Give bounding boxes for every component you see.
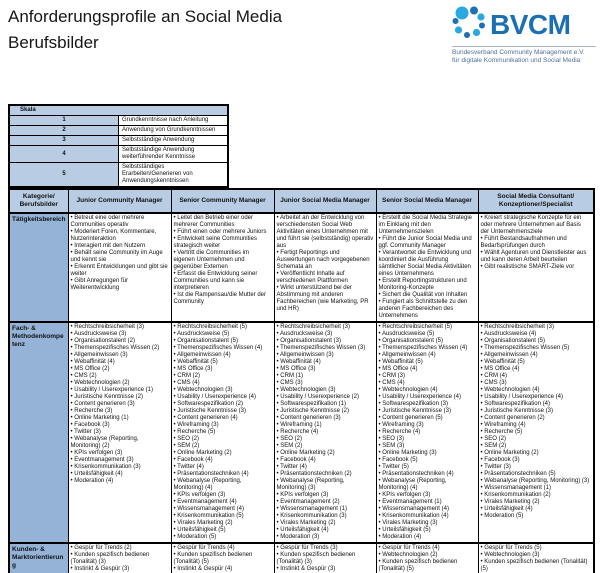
competency-item: • Führt die Junior Social Media und ggf. Community Manager	[379, 236, 476, 250]
profile-cell	[68, 213, 171, 322]
competency-item: • Kunden spezifisch bedienen (Tonalität) (5)	[174, 552, 272, 566]
competency-item: • Präsentationstechniken (2)	[277, 471, 374, 478]
competency-item: • Krisenkommunikation (3)	[277, 513, 374, 520]
competency-item: • Webanalyse (Reporting, Monitoring) (4)	[379, 478, 476, 492]
competency-item: • Facebook (3)	[71, 422, 169, 429]
column-header: Junior Community Manager	[68, 189, 171, 213]
skala-row	[9, 163, 228, 188]
competency-item: • MS Office (4)	[481, 366, 592, 373]
skala-label: Selbstständige Anwendung	[119, 136, 229, 146]
competency-item: • Themenspezifisches Wissen (2)	[71, 345, 169, 352]
competency-item: • Kunden spezifisch bedienen (Tonalität) (5)	[379, 559, 476, 573]
skala-label: Selbstständiges Erarbeiten/Generieren von Anwendungskenntnissen	[119, 163, 229, 188]
competency-item: • Gespür für Trends (5)	[481, 545, 592, 552]
competency-item: • Webtechnologien (2)	[71, 380, 169, 387]
competency-item: • Präsentationstechniken (4)	[379, 471, 476, 478]
profile-cell	[478, 213, 594, 322]
skala-row	[9, 146, 228, 163]
competency-item: • Sichert die Qualität von Inhalten	[379, 292, 476, 299]
competency-item: • Kunden spezifisch bedienen (Tonalität) (3)	[71, 552, 169, 566]
competency-item: • MS Office (2)	[71, 366, 169, 373]
competency-item: • Recherche (4)	[379, 429, 476, 436]
competency-item: • Eventmanagement (1)	[379, 499, 476, 506]
competency-item: • Wireframing (1)	[277, 422, 374, 429]
profile-cell	[376, 322, 478, 543]
competency-item: • Twitter (3)	[71, 429, 169, 436]
competency-item: • Webtechnologien (2)	[379, 552, 476, 559]
column-header: Junior Social Media Manager	[274, 189, 376, 213]
competency-item: • Facebook (4)	[174, 457, 272, 464]
competency-item: • Kunden spezifisch bedienen (Tonalität) (3)	[277, 552, 374, 566]
competency-item: • SEM (2)	[481, 443, 592, 450]
bvcm-logo-icon	[452, 5, 486, 44]
competency-item: • SEO (3)	[379, 436, 476, 443]
competency-item: • CRM (2)	[174, 373, 272, 380]
competency-item: • Twitter (4)	[174, 464, 272, 471]
competency-item: • Gibt Anregungen für Weiterentwicklung	[71, 278, 169, 292]
competency-item: • Allgemeinwissen (3)	[71, 352, 169, 359]
competency-item: • Eventmanagement (3)	[71, 457, 169, 464]
profile-cell	[68, 543, 171, 573]
competency-item: • Ausdrucksweise (4)	[481, 331, 592, 338]
competency-item: • Instinkt & Gespür (4)	[174, 566, 272, 573]
profile-cell	[376, 213, 478, 322]
competency-item: • Recherche (5)	[174, 429, 272, 436]
competency-item: • Virales Marketing (2)	[174, 520, 272, 527]
competency-item: • Veröffentlicht Inhalte auf verschiedenen Plattformen	[277, 271, 374, 285]
skala-row	[9, 136, 228, 146]
competency-item: • Wählt Agenturen und Dienstleister aus und kann deren Arbeit beurteilen	[481, 250, 592, 264]
competency-item: • Content generieren (4)	[174, 415, 272, 422]
column-header: Senior Social Media Manager	[376, 189, 478, 213]
profile-cell	[274, 322, 376, 543]
competency-item: • Urteilsfähigkeit (5)	[379, 527, 476, 534]
skala-level: 5	[9, 163, 119, 188]
skala-header: Skala	[9, 105, 228, 116]
competency-item: • Betreut eine oder mehrere Communities operativ	[71, 215, 169, 229]
profile-cell	[274, 213, 376, 322]
profile-cell	[68, 322, 171, 543]
competency-item: • CMS (4)	[379, 380, 476, 387]
competency-item: • Virales Marketing (3)	[379, 520, 476, 527]
competency-item: • KPIs verfolgen (3)	[71, 450, 169, 457]
competency-item: • Gespür für Trends (2)	[71, 545, 169, 552]
competency-item: • Kreiert strategische Konzepte für ein oder mehrere Unternehmen auf Basis der Unternehmensziele	[481, 215, 592, 236]
skala-level: 3	[9, 136, 119, 146]
competency-item: • Juristische Kenntnisse (2)	[71, 394, 169, 401]
column-header: Social Media Consultant/ Konzeptioner/Specialist	[478, 189, 594, 213]
corner-header-line2: Berufsbilder	[19, 201, 58, 208]
competency-item: • Organisationstalent (5)	[174, 338, 272, 345]
competency-item: • Organisationstalent (5)	[379, 338, 476, 345]
bvcm-logo-subtitle-line2: für digitale Kommunikation und Social Media	[452, 57, 581, 64]
competency-item: • Entwickelt seine Communities strategisch weiter	[174, 236, 272, 250]
competency-item: • Online Marketing (3)	[379, 450, 476, 457]
competency-item: • Krisenkommunikation (5)	[174, 513, 272, 520]
competency-item: • Webtechnologien (4)	[481, 387, 592, 394]
competency-item: • Recherche (4)	[277, 429, 374, 436]
competency-item: • Content generieren (3)	[71, 401, 169, 408]
competency-item: • CMS (4)	[174, 380, 272, 387]
competency-item: • Wissensmanagement (4)	[379, 506, 476, 513]
competency-item: • Fertigt Reportings und Auswertungen nach vorgegebenen Schemata an	[277, 250, 374, 271]
competency-item: • Webanalyse (Reporting, Monitoring) (2)	[71, 436, 169, 450]
competency-item: • SEO (2)	[277, 436, 374, 443]
competency-item: • Erstellt die Social Media Strategie im Einklang mit den Unternehmenszielen	[379, 215, 476, 236]
competency-item: • Webanalyse (Reporting, Monitoring) (4)	[174, 478, 272, 492]
competency-item: • Rechtschreibsicherheit (3)	[277, 324, 374, 331]
competency-item: • Urteilsfähigkeit (5)	[174, 527, 272, 534]
competency-item: • Allgemeinwissen (4)	[481, 352, 592, 359]
competency-item: • Moderation (4)	[71, 478, 169, 485]
profile-cell	[171, 543, 274, 573]
competency-item: • Online Marketing (2)	[277, 450, 374, 457]
competency-item: • Virales Marketing (2)	[481, 499, 592, 506]
bvcm-logo	[452, 5, 596, 65]
competency-item: • Instinkt & Gespür (3)	[277, 566, 374, 573]
competency-item: • Softwarespezifikation (1)	[277, 401, 374, 408]
competency-item: • Virales Marketing (2)	[277, 520, 374, 527]
skala-table	[8, 104, 229, 188]
competency-item: • Twitter (5)	[379, 464, 476, 471]
competency-item: • Juristische Kenntnisse (3)	[174, 408, 272, 415]
competency-item: • Allgemeinwissen (3)	[277, 352, 374, 359]
competency-item: • Eventmanagement (2)	[277, 499, 374, 506]
competency-item: • SEO (2)	[481, 436, 592, 443]
competency-item: • Präsentationstechniken (5)	[481, 471, 592, 478]
competency-item: • Führt einen oder mehrere Juniors	[174, 229, 272, 236]
competency-item: • Webtechnologien (4)	[379, 387, 476, 394]
competency-item: • Organisationstalent (2)	[71, 338, 169, 345]
table-row	[9, 213, 594, 322]
competency-item: • MS Office (4)	[379, 366, 476, 373]
competency-item: • Kunden spezifisch bedienen (Tonalität) (5)	[481, 559, 592, 573]
competency-item: • MS Office (3)	[174, 366, 272, 373]
competency-item: • Organisationstalent (5)	[481, 338, 592, 345]
profile-cell	[376, 543, 478, 573]
competency-item: • Themenspezifisches Wissen (5)	[481, 345, 592, 352]
competency-item: • Erfasst die Entwicklung seiner Communities und kann sie interpretieren	[174, 271, 272, 292]
table-row	[9, 322, 594, 543]
competency-item: • Ausdrucksweise (3)	[277, 331, 374, 338]
competency-item: • CMS (3)	[277, 380, 374, 387]
competency-item: • Allgemeinwissen (4)	[379, 352, 476, 359]
competency-item: • Moderation (5)	[174, 534, 272, 541]
competency-item: • Fungiert als Schnittstelle zu den anderen Fachbereichen des Unternehmens	[379, 299, 476, 320]
competency-item: • Organisationstalent (3)	[277, 338, 374, 345]
competency-item: • Moderation (3)	[277, 534, 374, 541]
competency-item: • Ist die Rampensau/die Mutter der Community	[174, 292, 272, 306]
competency-item: • Softwarespezifikation (2)	[174, 401, 272, 408]
competency-item: • Webtechnologien (3)	[481, 552, 592, 559]
competency-item: • Gespür für Trends (4)	[174, 545, 272, 552]
bvcm-logo-wordmark: BVCM	[490, 8, 571, 40]
competency-item: • Gespür für Trends (3)	[277, 545, 374, 552]
skala-header-row	[9, 105, 228, 116]
profile-cell	[274, 543, 376, 573]
bvcm-logo-subtitle	[452, 46, 596, 65]
column-header: Senior Community Manager	[171, 189, 274, 213]
profile-cell	[171, 213, 274, 322]
competency-item: • Webanalyse (Reporting, Monitoring) (3)	[481, 478, 592, 485]
competency-item: • Themenspezifisches Wissen (4)	[379, 345, 476, 352]
competency-item: • Führt Bestandsaufnahmen und Bedarfsprüfungen durch	[481, 236, 592, 250]
competency-item: • Rechtschreibsicherheit (5)	[379, 324, 476, 331]
competency-item: • Twitter (4)	[277, 464, 374, 471]
competency-item: • Eventmanagement (4)	[174, 499, 272, 506]
competency-item: • Krisenkommunikation (3)	[71, 464, 169, 471]
competency-item: • Softwarespezifikation (3)	[379, 401, 476, 408]
competency-item: • Präsentationstechniken (4)	[174, 471, 272, 478]
competency-item: • CRM (4)	[481, 373, 592, 380]
competency-item: • Wireframing (3)	[379, 422, 476, 429]
competency-item: • Wissensmanagement (1)	[277, 506, 374, 513]
competency-item: • CMS (3)	[481, 380, 592, 387]
skala-level: 4	[9, 146, 119, 163]
competency-item: • Vertritt die Communities im eigenen Unternehmen und gegenüber Externen	[174, 250, 272, 271]
profiles-table	[8, 188, 595, 573]
competency-item: • SEO (2)	[174, 436, 272, 443]
competency-item: • Themenspezifisches Wissen (3)	[277, 345, 374, 352]
competency-item: • SEM (2)	[174, 443, 272, 450]
competency-item: • Webtechnologien (3)	[277, 387, 374, 394]
competency-item: • Webaffinität (5)	[481, 359, 592, 366]
profiles-header-row	[9, 189, 594, 213]
skala-level: 1	[9, 116, 119, 126]
corner-header	[9, 189, 68, 213]
competency-item: • Softwarespezifikation (4)	[481, 401, 592, 408]
competency-item: • Erkennt Entwicklungen und gibt sie weiter	[71, 264, 169, 278]
competency-item: • Juristische Kenntnisse (2)	[277, 408, 374, 415]
bvcm-logo-subtitle-line1: Bundesverband Community Management e.V.	[452, 49, 585, 56]
skala-level: 2	[9, 126, 119, 136]
competency-item: • Wireframing (4)	[481, 422, 592, 429]
competency-item: • Urteilsfähigkeit (4)	[277, 527, 374, 534]
competency-item: • Twitter (3)	[481, 464, 592, 471]
competency-item: • Facebook (4)	[277, 457, 374, 464]
skala-label: Grundkenntnisse nach Anleitung	[119, 116, 229, 126]
competency-item: • Content generieren (3)	[277, 415, 374, 422]
corner-header-line1: Kategorie/	[22, 193, 55, 200]
competency-item: • Allgemeinwissen (4)	[174, 352, 272, 359]
category-cell: Fach- & Methodenkompetenz	[9, 322, 68, 543]
competency-item: • CRM (1)	[277, 373, 374, 380]
competency-item: • Erstellt Reportingstrukturen und Monitoring-Konzepte	[379, 278, 476, 292]
competency-item: • Instinkt & Gespür (3)	[71, 566, 169, 573]
page-title-line1: Anforderungsprofile an Social Media	[8, 7, 283, 26]
competency-item: • Content generieren (2)	[481, 415, 592, 422]
competency-item: • Wirkt unterstützend bei der Abstimmung mit anderen Fachbereichen (wie Marketing, PR und HR)	[277, 285, 374, 313]
competency-item: • KPIs verfolgen (3)	[277, 492, 374, 499]
competency-item: • Usability / Userexperience (4)	[174, 394, 272, 401]
competency-item: • Verantwortet die Entwicklung und koordiniert die Ausführung sämtlicher Social Media Aktivitäten eines Unternehmens	[379, 250, 476, 278]
competency-item: • Wissensmanagement (4)	[174, 506, 272, 513]
skala-label: Selbstständige Anwendung weiterführender Kenntnisse	[119, 146, 229, 163]
competency-item: • Ausdrucksweise (3)	[71, 331, 169, 338]
competency-item: • Facebook (5)	[379, 457, 476, 464]
competency-item: • Moderation (5)	[481, 513, 592, 520]
competency-item: • Leitet den Betrieb einer oder mehrerer Communities	[174, 215, 272, 229]
competency-item: • Usability / Userexperience (4)	[481, 394, 592, 401]
competency-item: • Urteilsfähigkeit (4)	[71, 471, 169, 478]
competency-item: • Usability / Userexperience (4)	[379, 394, 476, 401]
table-row	[9, 543, 594, 573]
competency-item: • Wireframing (3)	[174, 422, 272, 429]
competency-item: • Krisenkommunikation (2)	[481, 492, 592, 499]
competency-item: • Recherche (5)	[481, 429, 592, 436]
competency-item: • Krisenkommunikation (4)	[379, 513, 476, 520]
competency-item: • MS Office (3)	[277, 366, 374, 373]
competency-item: • Gespür für Trends (4)	[379, 545, 476, 552]
competency-item: • SEM (2)	[277, 443, 374, 450]
competency-item: • Interagiert mit den Nutzern	[71, 243, 169, 250]
competency-item: • Arbeitet an der Entwicklung von verschiedensten Social Web Aktivitäten eines Unternehmen mit und führt sie (selbstständig) operativ aus	[277, 215, 374, 250]
competency-item: • Recherche (3)	[71, 408, 169, 415]
competency-item: • Webanalyse (Reporting, Monitoring) (3)	[277, 478, 374, 492]
competency-item: • Facebook (3)	[481, 457, 592, 464]
profile-cell	[171, 322, 274, 543]
competency-item: • Wissensmanagement (1)	[481, 485, 592, 492]
profile-cell	[478, 322, 594, 543]
competency-item: • KPIs verfolgen (3)	[174, 492, 272, 499]
competency-item: • Ausdrucksweise (5)	[174, 331, 272, 338]
competency-item: • Webaffinität (5)	[174, 359, 272, 366]
competency-item: • Rechtschreibsicherheit (3)	[481, 324, 592, 331]
skala-row	[9, 126, 228, 136]
competency-item: • Rechtschreibsicherheit (3)	[71, 324, 169, 331]
competency-item: • Moderation (4)	[379, 534, 476, 541]
category-cell: Kunden- & Marktorientierung	[9, 543, 68, 573]
competency-item: • Behält seine Community im Auge und kennt sie	[71, 250, 169, 264]
skala-label: Anwendung von Grundkenntnissen	[119, 126, 229, 136]
competency-item: • Usability / Userexperience (2)	[277, 394, 374, 401]
competency-item: • Rechtschreibsicherheit (5)	[174, 324, 272, 331]
competency-item: • Gibt realistische SMART-Ziele vor	[481, 264, 592, 271]
skala-row	[9, 116, 228, 126]
category-cell: Tätigkeitsbereich	[9, 213, 68, 322]
competency-item: • CMS (2)	[71, 373, 169, 380]
competency-item: • Webaffinität (5)	[379, 359, 476, 366]
competency-item: • Juristische Kenntnisse (3)	[481, 408, 592, 415]
competency-item: • Online Marketing (1)	[71, 415, 169, 422]
competency-item: • Usability / Userexperience (1)	[71, 387, 169, 394]
page-title-line2: Berufsbilder	[8, 33, 99, 52]
competency-item: • Online Marketing (2)	[481, 450, 592, 457]
competency-item: • SEM (3)	[379, 443, 476, 450]
competency-item: • Moderiert Foren, Kommentare, Nutzerinteraktion	[71, 229, 169, 243]
competency-item: • Webtechnologien (3)	[174, 387, 272, 394]
competency-item: • Themenspezifisches Wissen (4)	[174, 345, 272, 352]
competency-item: • Webaffinität (4)	[277, 359, 374, 366]
competency-item: • Ausdrucksweise (5)	[379, 331, 476, 338]
competency-item: • Online Marketing (2)	[174, 450, 272, 457]
page-title	[8, 4, 282, 56]
competency-item: • CRM (3)	[379, 373, 476, 380]
profile-cell	[478, 543, 594, 573]
competency-item: • Juristische Kenntnisse (3)	[379, 408, 476, 415]
competency-item: • Webaffinität (4)	[71, 359, 169, 366]
competency-item: • Content generieren (5)	[379, 415, 476, 422]
competency-item: • KPIs verfolgen (3)	[379, 492, 476, 499]
competency-item: • Urteilsfähigkeit (4)	[481, 506, 592, 513]
